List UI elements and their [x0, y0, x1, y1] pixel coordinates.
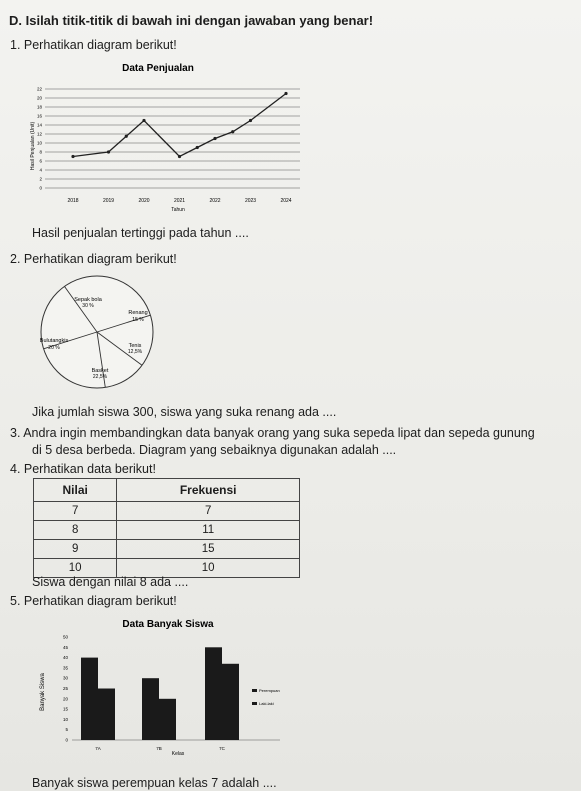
- bar-chart-ytick: 45: [62, 644, 68, 650]
- q1-instruction: 1. Perhatikan diagram berikut!: [10, 38, 177, 52]
- bar-laki-laki-7c: [222, 664, 239, 740]
- section-heading: D. Isilah titik-titik di bawah ini dengan jawaban yang benar!: [9, 13, 374, 28]
- pie-pct-bulutangkis: 20 %: [48, 345, 60, 351]
- bar-chart-xtick: 7B: [156, 746, 162, 751]
- line-chart-point: [249, 119, 252, 122]
- table-cell: 10: [34, 559, 117, 578]
- line-chart-xtick: 2024: [280, 198, 292, 204]
- bar-chart-ytick: 20: [62, 696, 68, 702]
- bar-laki-laki-7a: [98, 689, 115, 741]
- pie-label-tenis: Tenis: [128, 343, 142, 349]
- line-chart-xtick: 2023: [244, 198, 257, 204]
- bar-chart-xtick: 7A: [95, 746, 101, 751]
- pie-label-sepakbola: Sepak bola: [74, 297, 102, 303]
- line-chart-ylabel: Hasil Penjualan (Unit): [30, 121, 36, 171]
- line-chart-xlabel: Tahun: [171, 207, 185, 213]
- line-chart-point: [196, 146, 199, 149]
- table-cell: 7: [34, 502, 117, 521]
- line-chart-xtick: 2019: [102, 198, 115, 204]
- line-chart-point: [213, 137, 216, 140]
- pie-pct-sepakbola: 30 %: [82, 303, 94, 309]
- bar-chart-ytick: 0: [65, 737, 68, 743]
- table-row: [34, 502, 300, 521]
- line-chart-ytick: 14: [36, 122, 42, 128]
- table-cell: 9: [34, 540, 117, 559]
- bar-chart-ytick: 15: [62, 706, 68, 712]
- line-chart-ytick: 0: [39, 185, 42, 191]
- pie-label-basket: Basket: [91, 368, 109, 374]
- bar-chart-ytick: 50: [62, 634, 68, 640]
- q4-instruction: 4. Perhatikan data berikut!: [10, 462, 156, 476]
- line-chart-ytick: 8: [39, 149, 42, 155]
- line-chart-point: [231, 130, 234, 133]
- table-cell: 7: [117, 502, 300, 521]
- pie-pct-basket: 22,5%: [92, 374, 108, 380]
- bar-chart-title: Data Banyak Siswa: [122, 619, 214, 630]
- bar-chart-ylabel: Banyak Siswa: [40, 673, 46, 711]
- pie-pct-renang: 15 %: [132, 317, 144, 323]
- bar-perempuan-7a: [81, 658, 98, 740]
- q2-question: Jika jumlah siswa 300, siswa yang suka renang ada ....: [32, 405, 337, 419]
- q4-question: Siswa dengan nilai 8 ada ....: [32, 575, 189, 589]
- line-chart-xtick: 2018: [67, 198, 79, 204]
- line-chart-ytick: 18: [36, 104, 42, 110]
- table-row: [34, 540, 300, 559]
- table-cell: 15: [117, 540, 300, 559]
- line-chart-ytick: 6: [39, 158, 42, 164]
- line-chart-point: [71, 155, 74, 158]
- legend-laki-laki: Laki-laki: [259, 701, 274, 706]
- line-chart-ytick: 10: [36, 140, 42, 146]
- q3-line2: di 5 desa berbeda. Diagram yang sebaiknya digunakan adalah ....: [32, 443, 397, 457]
- legend-swatch-laki-laki: [252, 702, 257, 705]
- table-cell: 11: [117, 521, 300, 540]
- pie-label-renang: Renang: [128, 310, 148, 316]
- bar-laki-laki-7b: [159, 699, 176, 740]
- q2-instruction: 2. Perhatikan diagram berikut!: [10, 252, 177, 266]
- pie-chart-sports: [28, 272, 173, 397]
- line-chart-ytick: 20: [36, 95, 42, 101]
- bar-chart-xlabel: Kelas: [171, 751, 185, 757]
- table-cell: 10: [117, 559, 300, 578]
- frequency-table: [33, 478, 300, 578]
- line-chart-ytick: 12: [36, 131, 42, 137]
- legend-swatch-perempuan: [252, 689, 257, 692]
- bar-chart-ytick: 5: [65, 727, 68, 733]
- table-cell: 8: [34, 521, 117, 540]
- bar-perempuan-7b: [142, 678, 159, 740]
- legend-perempuan: Perempuan: [259, 688, 280, 693]
- line-chart-ytick: 22: [36, 86, 42, 92]
- bar-chart-ytick: 25: [62, 686, 68, 691]
- bar-chart-xtick: 7C: [219, 746, 225, 751]
- line-chart-ytick: 4: [39, 167, 42, 173]
- line-chart-point: [284, 92, 287, 95]
- line-chart-ytick: 16: [36, 113, 42, 119]
- table-header-nilai: Nilai: [34, 479, 117, 502]
- line-chart-xtick: 2022: [209, 198, 221, 204]
- table-row: [34, 521, 300, 540]
- line-chart-ytick: 2: [39, 176, 42, 182]
- table-header-frekuensi: Frekuensi: [117, 479, 300, 502]
- line-chart-point: [107, 150, 110, 153]
- bar-chart-ytick: 30: [62, 675, 68, 681]
- line-chart-sales: [28, 56, 318, 221]
- line-chart-point: [142, 119, 145, 122]
- q1-question: Hasil penjualan tertinggi pada tahun ....: [32, 226, 249, 240]
- bar-chart-ytick: 10: [62, 716, 68, 722]
- bar-chart-ytick: 40: [62, 655, 68, 661]
- line-chart-point: [178, 155, 181, 158]
- pie-pct-tenis: 12,5%: [127, 349, 143, 355]
- bar-perempuan-7c: [205, 647, 222, 740]
- bar-chart-students: [30, 612, 310, 762]
- pie-label-bulutangkis: Bulutangkis: [39, 338, 69, 344]
- line-chart-title: Data Penjualan: [122, 63, 194, 74]
- bar-chart-ytick: 35: [62, 665, 68, 671]
- line-chart-xtick: 2020: [138, 198, 150, 204]
- line-chart-point: [125, 135, 128, 138]
- line-chart-xtick: 2021: [173, 198, 186, 204]
- q5-question: Banyak siswa perempuan kelas 7 adalah ....: [32, 776, 277, 790]
- q3-line1: 3. Andra ingin membandingkan data banyak orang yang suka sepeda lipat dan sepeda gunung: [10, 426, 535, 440]
- q5-instruction: 5. Perhatikan diagram berikut!: [10, 594, 177, 608]
